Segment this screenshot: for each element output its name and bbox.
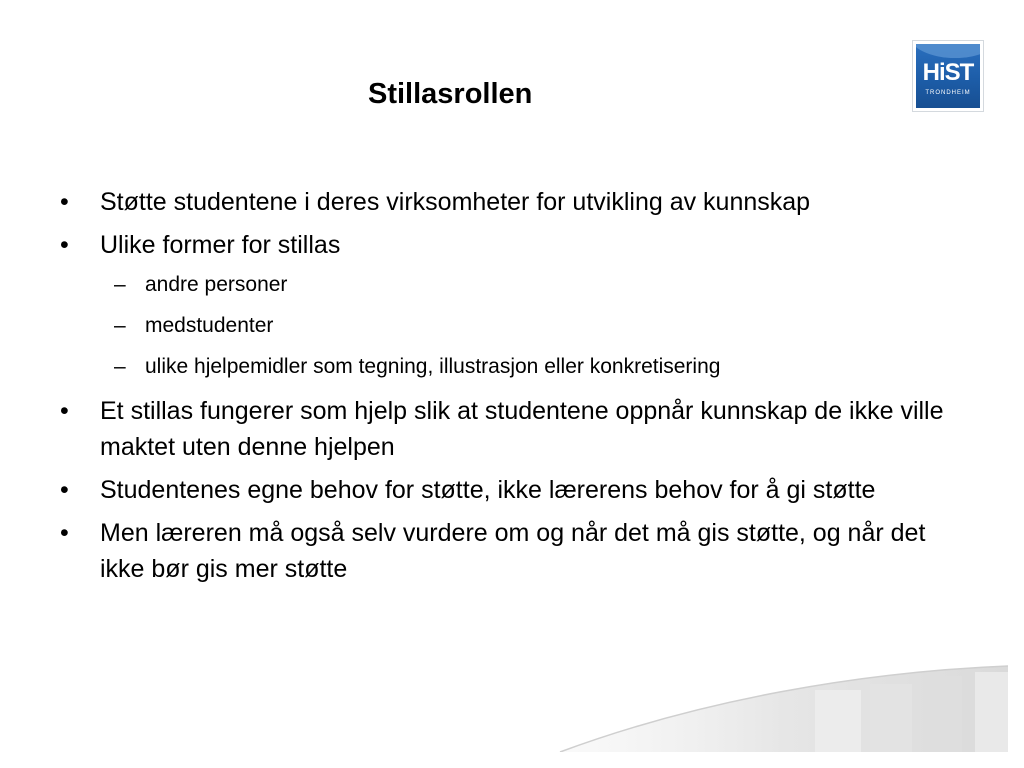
sub-bullet-marker: – <box>114 355 126 378</box>
bullet-marker: • <box>60 231 69 259</box>
bullet-text: Studentenes egne behov for støtte, ikke lærerens behov for å gi støtte <box>100 476 876 504</box>
bullet-text: Ulike former for stillas <box>100 231 341 259</box>
sub-bullet-text: andre personer <box>145 273 288 296</box>
bullet-item <box>56 227 960 263</box>
hist-logo <box>912 40 984 112</box>
bullet-list <box>56 184 976 594</box>
bullet-marker: • <box>60 397 69 425</box>
bullet-item <box>56 472 960 508</box>
bullet-text: Et stillas fungerer som hjelp slik at studentene oppnår kunnskap de ikke ville maktet uten denne hjelpen <box>100 397 944 461</box>
sub-bullet-group <box>56 270 976 382</box>
logo-badge <box>916 44 980 108</box>
bullet-marker: • <box>60 519 69 547</box>
sub-bullet-item <box>56 311 976 341</box>
sub-bullet-marker: – <box>114 273 126 296</box>
logo-swoosh-shape <box>916 44 980 58</box>
logo-subtitle: TRONDHEIM <box>925 90 971 96</box>
bullet-text: Støtte studentene i deres virksomheter for utvikling av kunnskap <box>100 188 811 216</box>
bullet-marker: • <box>60 476 69 504</box>
sub-bullet-item <box>56 352 976 382</box>
slide-title: Stillasrollen <box>368 78 533 110</box>
sub-bullet-marker: – <box>114 314 126 337</box>
sub-bullet-list <box>56 270 976 382</box>
bullet-text: Men læreren må også selv vurdere om og når det må gis støtte, og når det ikke bør gis mer støtte <box>100 519 926 583</box>
sub-bullet-item <box>56 270 976 300</box>
bullet-item <box>56 393 960 465</box>
logo-wordmark: HiST <box>922 59 974 86</box>
bullet-item <box>56 515 960 587</box>
bullet-item <box>56 184 960 220</box>
sub-bullet-text: ulike hjelpemidler som tegning, illustrasjon eller konkretisering <box>145 355 721 378</box>
bullet-marker: • <box>60 188 69 216</box>
sub-bullet-text: medstudenter <box>145 314 274 337</box>
